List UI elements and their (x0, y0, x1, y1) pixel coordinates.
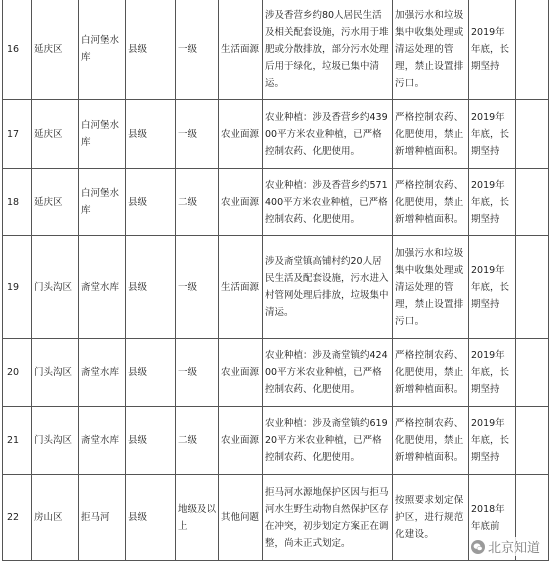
cell-description: 涉及斋堂镇高铺村约20人居民生活及配套设施，污水进入村管网处理后排放，垃圾集中清运。 (263, 236, 393, 339)
cell-category: 农业面源 (219, 100, 263, 169)
cell-grade: 二级 (176, 169, 219, 236)
cell-deadline: 2019年年底，长期坚持 (469, 100, 516, 169)
cell-category: 农业面源 (219, 169, 263, 236)
cell-grade: 二级 (176, 407, 219, 475)
remediation-table (2, 0, 549, 561)
cell-district: 延庆区 (32, 169, 79, 236)
cell-grade: 一级 (176, 236, 219, 339)
watermark-text: 北京知道 (487, 541, 540, 556)
cell-blank (516, 0, 549, 100)
cell-grade: 一级 (176, 100, 219, 169)
cell-category: 农业面源 (219, 407, 263, 475)
cell-blank (516, 236, 549, 339)
cell-measure: 严格控制农药、化肥使用，禁止新增种植面积。 (393, 339, 469, 407)
cell-measure: 严格控制农药、化肥使用，禁止新增种植面积。 (393, 169, 469, 236)
cell-level: 县级 (126, 100, 176, 169)
cell-level: 县级 (126, 407, 176, 475)
cell-source-name: 白河堡水库 (79, 0, 126, 100)
cell-deadline: 2019年年底，长期坚持 (469, 236, 516, 339)
cell-measure: 加强污水和垃圾集中收集处理或清运处理的管理，禁止设置排污口。 (393, 0, 469, 100)
table-row (3, 0, 549, 100)
cell-no: 16 (3, 0, 32, 100)
table-row (3, 339, 549, 407)
cell-deadline: 2018年年底前 (469, 475, 516, 561)
cell-source-name: 斋堂水库 (79, 407, 126, 475)
cell-description: 拒马河水源地保护区因与拒马河水生野生动物自然保护区存在冲突，初步划定方案正在调整，尚未正式划定。 (263, 475, 393, 561)
cell-district: 门头沟区 (32, 236, 79, 339)
cell-blank (516, 169, 549, 236)
table-row (3, 236, 549, 339)
cell-level: 县级 (126, 0, 176, 100)
table-row (3, 169, 549, 236)
cell-measure: 加强污水和垃圾集中收集处理或清运处理的管理，禁止设置排污口。 (393, 236, 469, 339)
cell-level: 县级 (126, 339, 176, 407)
cell-description: 农业种植：涉及斋堂镇约61920平方米农业种植，已严格控制农药、化肥使用。 (263, 407, 393, 475)
cell-source-name: 白河堡水库 (79, 100, 126, 169)
watermark (469, 537, 542, 556)
cell-deadline: 2019年年底，长期坚持 (469, 407, 516, 475)
cell-grade: 地级及以上 (176, 475, 219, 561)
cell-description: 农业种植：涉及斋堂镇约42400平方米农业种植，已严格控制农药、化肥使用。 (263, 339, 393, 407)
cell-source-name: 斋堂水库 (79, 236, 126, 339)
cell-district: 门头沟区 (32, 407, 79, 475)
cell-district: 房山区 (32, 475, 79, 561)
cell-no: 17 (3, 100, 32, 169)
cell-blank (516, 339, 549, 407)
cell-blank (516, 407, 549, 475)
cell-source-name: 拒马河 (79, 475, 126, 561)
wechat-icon (471, 540, 485, 554)
cell-no: 22 (3, 475, 32, 561)
cell-description: 涉及香营乡约80人居民生活及相关配套设施，污水用于堆肥或分散排放，部分污水处理后用于绿化，垃圾已集中清运。 (263, 0, 393, 100)
cell-category: 其他问题 (219, 475, 263, 561)
cell-grade: 一级 (176, 0, 219, 100)
cell-description: 农业种植：涉及香营乡约571400平方米农业种植，已严格控制农药、化肥使用。 (263, 169, 393, 236)
cell-category: 生活面源 (219, 236, 263, 339)
cell-blank (516, 100, 549, 169)
cell-category: 生活面源 (219, 0, 263, 100)
cell-no: 19 (3, 236, 32, 339)
cell-category: 农业面源 (219, 339, 263, 407)
cell-no: 20 (3, 339, 32, 407)
cell-deadline: 2019年年底，长期坚持 (469, 0, 516, 100)
cell-source-name: 白河堡水库 (79, 169, 126, 236)
cell-deadline: 2019年年底，长期坚持 (469, 339, 516, 407)
cell-deadline: 2019年年底，长期坚持 (469, 169, 516, 236)
cell-level: 县级 (126, 475, 176, 561)
cell-grade: 一级 (176, 339, 219, 407)
table-row (3, 407, 549, 475)
cell-measure: 按照要求划定保护区，进行规范化建设。 (393, 475, 469, 561)
table-row (3, 475, 549, 561)
cell-level: 县级 (126, 236, 176, 339)
cell-district: 延庆区 (32, 100, 79, 169)
cell-measure: 严格控制农药、化肥使用，禁止新增种植面积。 (393, 407, 469, 475)
cell-district: 门头沟区 (32, 339, 79, 407)
cell-description: 农业种植：涉及香营乡约43900平方米农业种植，已严格控制农药、化肥使用。 (263, 100, 393, 169)
cell-source-name: 斋堂水库 (79, 339, 126, 407)
cell-level: 县级 (126, 169, 176, 236)
cell-measure: 严格控制农药、化肥使用，禁止新增种植面积。 (393, 100, 469, 169)
cell-no: 21 (3, 407, 32, 475)
cell-no: 18 (3, 169, 32, 236)
cell-district: 延庆区 (32, 0, 79, 100)
table-row (3, 100, 549, 169)
